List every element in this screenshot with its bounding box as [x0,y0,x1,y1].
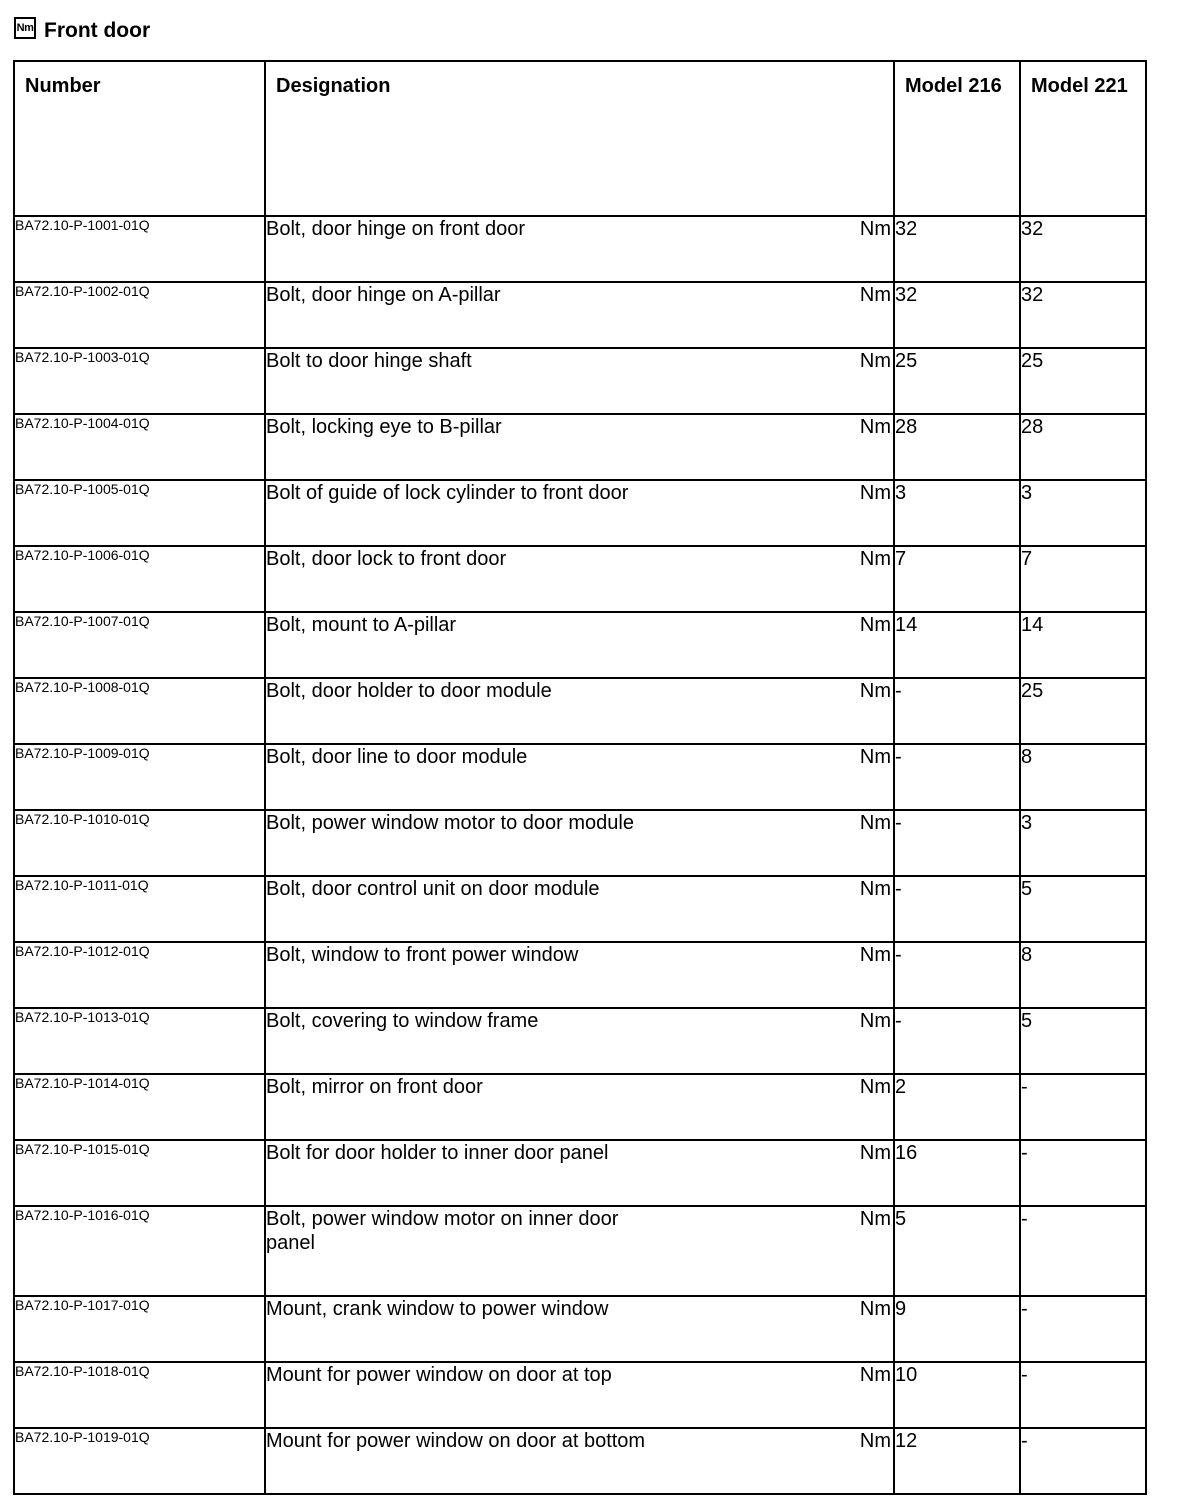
unit-label: Nm [859,1010,891,1032]
cell-model-221: 32 [1020,282,1146,348]
designation-wrapper [266,811,893,835]
unit-label: Nm [859,812,891,834]
table-row [14,216,1146,282]
cell-designation [265,876,894,942]
cell-model-221: 8 [1020,744,1146,810]
designation-text: Bolt for door holder to inner door panel [266,1142,609,1164]
cell-model-221: - [1020,1428,1146,1494]
table-row [14,1008,1146,1074]
cell-number: BA72.10-P-1013-01Q [14,1008,265,1074]
unit-label: Nm [859,416,891,438]
cell-number: BA72.10-P-1004-01Q [14,414,265,480]
page-title: Front door [44,19,151,42]
designation-text: Bolt of guide of lock cylinder to front door [266,482,629,504]
cell-model-221: 28 [1020,414,1146,480]
cell-model-221: 3 [1020,480,1146,546]
cell-designation [265,1296,894,1362]
table-row [14,1140,1146,1206]
designation-wrapper [266,877,893,901]
designation-text: Bolt, door hinge on A-pillar [266,284,501,306]
torque-nm-icon: Nm [14,17,36,39]
designation-text: Bolt, power window motor to door module [266,812,634,834]
designation-text: Mount for power window on door at top [266,1364,612,1386]
cell-designation [265,678,894,744]
table-row [14,414,1146,480]
table-row [14,1362,1146,1428]
table-header-row [14,61,1146,216]
cell-designation [265,282,894,348]
cell-model-221: - [1020,1074,1146,1140]
cell-designation [265,1140,894,1206]
unit-label: Nm [859,1364,891,1386]
header-model-221: Model 221 [1020,61,1146,216]
cell-model-216: - [894,1008,1020,1074]
cell-designation [265,1206,894,1296]
unit-label: Nm [859,746,891,768]
cell-designation [265,216,894,282]
cell-designation [265,1362,894,1428]
designation-wrapper [266,613,893,637]
cell-model-216: 14 [894,612,1020,678]
unit-label: Nm [859,548,891,570]
cell-number: BA72.10-P-1001-01Q [14,216,265,282]
designation-text: Bolt to door hinge shaft [266,350,472,372]
designation-wrapper [266,745,893,769]
table-row [14,876,1146,942]
cell-model-216: 2 [894,1074,1020,1140]
table-row [14,480,1146,546]
designation-wrapper [266,943,893,967]
cell-number: BA72.10-P-1014-01Q [14,1074,265,1140]
unit-label: Nm [859,944,891,966]
cell-model-221: 8 [1020,942,1146,1008]
cell-model-216: 25 [894,348,1020,414]
table-row [14,942,1146,1008]
designation-wrapper [266,1141,893,1165]
cell-model-221: 5 [1020,1008,1146,1074]
designation-text: Bolt, covering to window frame [266,1010,539,1032]
unit-label: Nm [859,1298,891,1320]
cell-model-221: 7 [1020,546,1146,612]
cell-model-216: 9 [894,1296,1020,1362]
cell-designation [265,744,894,810]
designation-text: Bolt, mount to A-pillar [266,614,457,636]
cell-number: BA72.10-P-1002-01Q [14,282,265,348]
table-row [14,1206,1146,1296]
cell-number: BA72.10-P-1015-01Q [14,1140,265,1206]
designation-text: Bolt, door control unit on door module [266,878,600,900]
cell-model-216: 10 [894,1362,1020,1428]
unit-label: Nm [859,1142,891,1164]
cell-number: BA72.10-P-1003-01Q [14,348,265,414]
unit-label: Nm [859,218,891,240]
table-row [14,1074,1146,1140]
unit-label: Nm [859,350,891,372]
cell-number: BA72.10-P-1012-01Q [14,942,265,1008]
designation-text: Bolt, window to front power window [266,944,579,966]
designation-wrapper [266,1429,893,1453]
cell-designation [265,348,894,414]
cell-model-216: 32 [894,216,1020,282]
cell-designation [265,1428,894,1494]
designation-text: Bolt, door line to door module [266,746,528,768]
cell-model-221: - [1020,1362,1146,1428]
table-row [14,1296,1146,1362]
cell-number: BA72.10-P-1005-01Q [14,480,265,546]
designation-wrapper [266,349,893,373]
cell-model-216: - [894,810,1020,876]
designation-wrapper [266,1207,893,1255]
unit-label: Nm [859,482,891,504]
cell-model-216: - [894,876,1020,942]
cell-number: BA72.10-P-1009-01Q [14,744,265,810]
designation-text: Bolt, door hinge on front door [266,218,526,240]
cell-model-216: 28 [894,414,1020,480]
designation-wrapper [266,679,893,703]
designation-wrapper [266,481,893,505]
table-row [14,612,1146,678]
table-row [14,282,1146,348]
cell-model-221: 14 [1020,612,1146,678]
cell-number: BA72.10-P-1006-01Q [14,546,265,612]
cell-number: BA72.10-P-1017-01Q [14,1296,265,1362]
designation-text: Mount for power window on door at bottom [266,1430,646,1452]
designation-text: Bolt, mirror on front door [266,1076,483,1098]
table-body [14,216,1146,1494]
cell-designation [265,1008,894,1074]
cell-model-216: - [894,744,1020,810]
unit-label: Nm [859,284,891,306]
cell-model-216: 32 [894,282,1020,348]
cell-model-216: 16 [894,1140,1020,1206]
table-row [14,744,1146,810]
cell-model-216: 5 [894,1206,1020,1296]
designation-wrapper [266,547,893,571]
designation-text: Bolt, door lock to front door [266,548,507,570]
table-row [14,546,1146,612]
designation-wrapper [266,217,893,241]
designation-wrapper [266,1075,893,1099]
designation-wrapper [266,415,893,439]
cell-model-221: - [1020,1140,1146,1206]
cell-model-216: 12 [894,1428,1020,1494]
cell-model-221: 5 [1020,876,1146,942]
designation-wrapper [266,1363,893,1387]
cell-designation [265,480,894,546]
table-row [14,1428,1146,1494]
torque-table [13,60,1147,1495]
designation-text: Bolt, power window motor on inner door panel [266,1208,619,1254]
table-row [14,678,1146,744]
designation-wrapper [266,1009,893,1033]
designation-wrapper [266,283,893,307]
cell-model-216: 3 [894,480,1020,546]
cell-model-221: - [1020,1206,1146,1296]
table-row [14,810,1146,876]
unit-label: Nm [859,1208,891,1230]
cell-model-221: 3 [1020,810,1146,876]
cell-number: BA72.10-P-1008-01Q [14,678,265,744]
header-designation: Designation [265,61,894,216]
cell-designation [265,546,894,612]
cell-designation [265,612,894,678]
unit-label: Nm [859,680,891,702]
cell-model-216: 7 [894,546,1020,612]
cell-model-216: - [894,942,1020,1008]
cell-model-216: - [894,678,1020,744]
cell-number: BA72.10-P-1007-01Q [14,612,265,678]
cell-number: BA72.10-P-1018-01Q [14,1362,265,1428]
designation-text: Bolt, locking eye to B-pillar [266,416,502,438]
designation-text: Bolt, door holder to door module [266,680,552,702]
cell-number: BA72.10-P-1019-01Q [14,1428,265,1494]
table-row [14,348,1146,414]
unit-label: Nm [859,1076,891,1098]
cell-number: BA72.10-P-1011-01Q [14,876,265,942]
cell-designation [265,1074,894,1140]
cell-designation [265,810,894,876]
header-number: Number [14,61,265,216]
cell-number: BA72.10-P-1010-01Q [14,810,265,876]
cell-number: BA72.10-P-1016-01Q [14,1206,265,1296]
cell-model-221: - [1020,1296,1146,1362]
unit-label: Nm [859,1430,891,1452]
unit-label: Nm [859,614,891,636]
designation-wrapper [266,1297,893,1321]
page-header [14,14,150,48]
cell-designation [265,414,894,480]
cell-model-221: 25 [1020,348,1146,414]
header-model-216: Model 216 [894,61,1020,216]
unit-label: Nm [859,878,891,900]
cell-model-221: 32 [1020,216,1146,282]
designation-text: Mount, crank window to power window [266,1298,609,1320]
cell-designation [265,942,894,1008]
cell-model-221: 25 [1020,678,1146,744]
